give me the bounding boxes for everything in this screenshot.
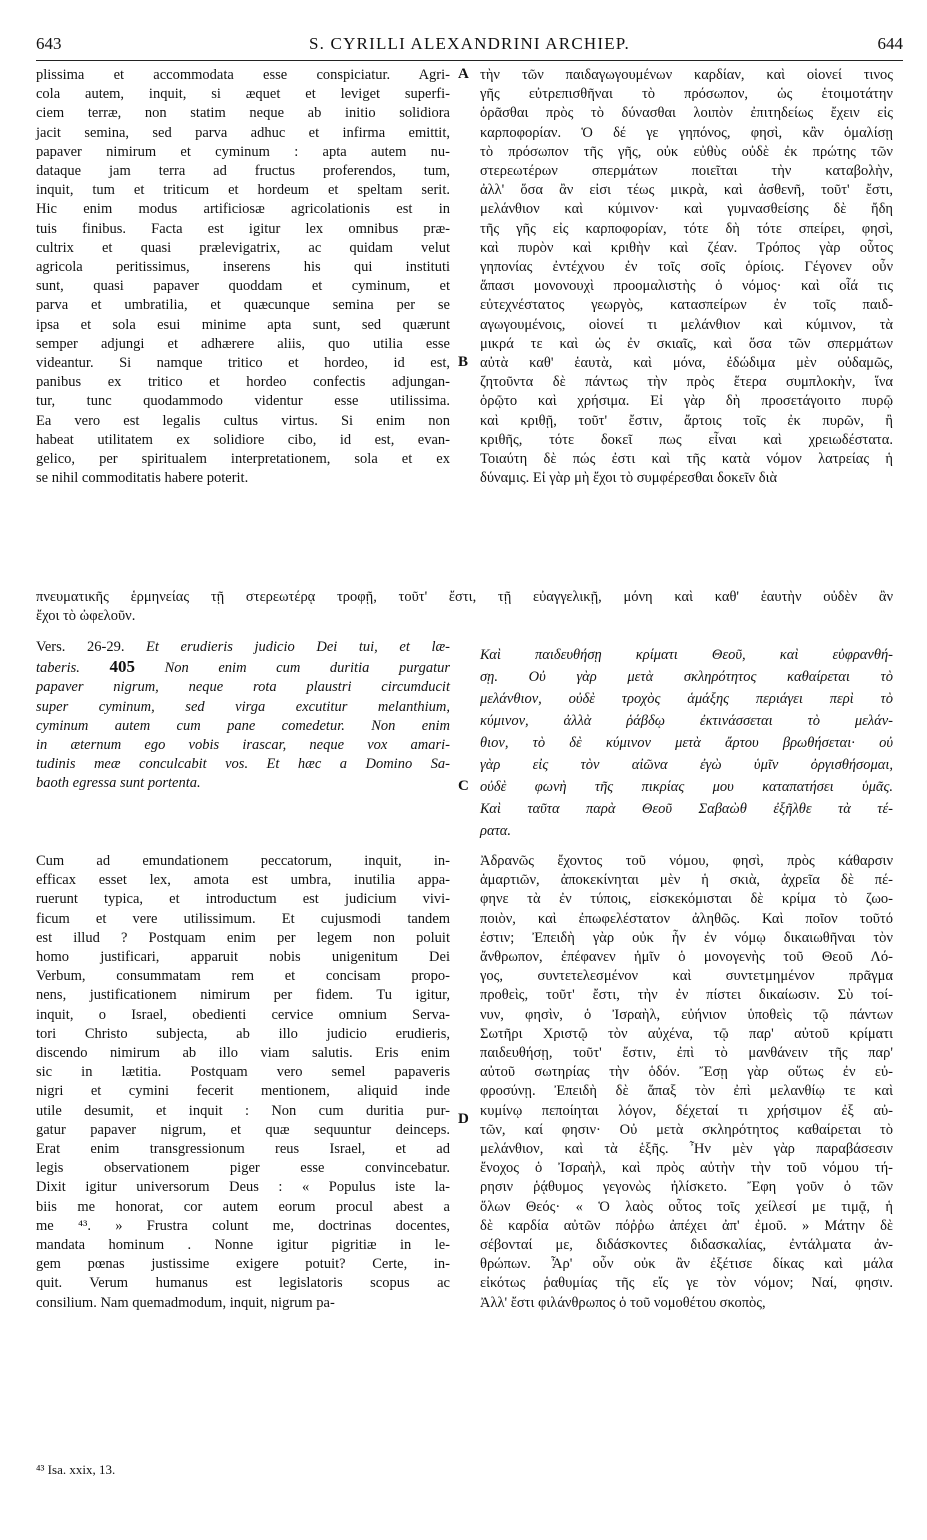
margin-marker-b: B — [458, 354, 469, 370]
latin-line: cultrix et quasi prælevigatrix, ac quidam velut — [36, 239, 450, 256]
verse-latin-line: baoth egressa sunt portenta. — [36, 775, 201, 792]
latin-line: Erat enim transgressionum reus Israel, et ad — [36, 1141, 450, 1158]
latin-line: Ea vero est legalis cultus virtus. Si enim non — [36, 412, 450, 429]
latin-line: gelico, per spiritualem interpretationem, sola et ex — [36, 451, 450, 468]
header-rule — [36, 60, 903, 61]
latin-line: gatur papaver nigrum, et quæ sequuntur deinceps. — [36, 1121, 450, 1138]
greek-line: δὲ καρδία αὐτῶν πόῤῥω ἀπέχει ἀπ' ἐμοῦ. » Μάτην δὲ — [480, 1217, 893, 1234]
running-title: S. CYRILLI ALEXANDRINI ARCHIEP. — [308, 34, 630, 53]
greek-line: αὐτὰ καθ' ἑαυτὰ, καὶ μόνα, ἐδώδιμα μὲν οὐδαμῶς, — [480, 355, 893, 372]
greek-line: γῆς εὐτρεπισθῆναι τὸ πρόσωπον, ὡς ἑτοιμοτάτην — [480, 86, 893, 103]
latin-line: mandata hominum . Nonne igitur pigritiæ in le- — [36, 1237, 450, 1254]
greek-line: Ἀδρανῶς ἔχοντος τοῦ νόμου, φησὶ, πρὸς κάθαρσιν — [480, 853, 893, 869]
verse-greek-line: μελάνθιον, οὐδὲ τροχὸς ἁμάξης περιάγει περὶ τὸ — [480, 691, 893, 707]
verse-greek-line: κύμινον, ἀλλὰ ῥάβδῳ ἐκτινάσσεται τὸ μελάν- — [480, 713, 893, 729]
greek-line: Τοιαύτη δὲ πώς ἐστι καὶ τῆς κατὰ νόμον λατρείας ἡ — [480, 451, 893, 468]
verse-greek-line: σῃ. Οὐ γὰρ μετὰ σκληρότητος καθαίρεται τὸ — [480, 669, 893, 685]
greek-column-block-1 — [480, 66, 893, 488]
greek-line: Σωτῆρι Χριστῷ τὸν αὐχένα, τῷ παρ' αὐτοῦ κρίματι — [480, 1025, 893, 1042]
greek-line: ποιὸν, καὶ ἐπωφελέστατον ἀληθῶς. Καὶ ποῖον τοῦτό — [480, 910, 893, 927]
verse-greek-line: Καὶ ταῦτα παρὰ Θεοῦ Σαβαὼθ ἐξῆλθε τὰ τέ- — [480, 801, 893, 817]
greek-line: ἄνθρωπον, ἐπέφανεν ἡμῖν ὁ μονογενὴς τοῦ Θεοῦ Λό- — [480, 949, 893, 966]
greek-line: παιδευθήσῃ, τοῦτ' ἔστιν, ἐπὶ τὸ μανθάνειν τῆς παρ' — [480, 1045, 893, 1062]
verse-greek-line: θιον, τὸ δὲ κύμινον μετὰ ἄρτου βρωθήσεται· οὐ — [480, 735, 893, 751]
footnote: ⁴³ Isa. xxix, 13. — [36, 1462, 116, 1477]
latin-line: jacit semina, sed parva adhuc et infirma emittit, — [36, 124, 450, 141]
greek-line: ὅλων Θεός· « Ὁ λαὸς οὗτος τοῖς χείλεσί με τιμᾷ, ἡ — [480, 1198, 893, 1215]
latin-column-block-1 — [36, 66, 450, 488]
latin-line: Dixit igitur universorum Deus : « Populus iste la- — [36, 1179, 450, 1196]
greek-line: στερεωτέρων σπερμάτων ποιεῖται τὴν καταβολὴν, — [480, 163, 893, 180]
latin-line: homo justificari, apparuit nobis unigenitum Dei — [36, 949, 450, 966]
greek-line: μικρά τε καὶ ὡς ἐν σκιαῖς, καὶ ὅσα τῶν σπερμάτων — [480, 335, 893, 352]
greek-line: καρποφορίαν. Ὁ δέ γε γηπόνος, φησὶ, κἂν ὁμαλίσῃ — [480, 124, 893, 141]
greek-line: ρησιν ῥᾴθυμος γεγονὼς ἠλίσκετο. Ἔφη γοῦν ὁ τῶν — [480, 1179, 893, 1196]
edition-page-number: 405 — [109, 657, 135, 677]
latin-line: inquit, o Israel, obedienti cervice omnium Serva- — [36, 1006, 450, 1023]
greek-line: κυμίνῳ πεποίηται λόγον, δέχεταί τι χρήσιμον ἐξ αὐ- — [480, 1102, 893, 1119]
latin-line: inquit, tum et triticum et hordeum et speltam serit. — [36, 182, 450, 199]
verse-greek-line: οὐδὲ φωνὴ τῆς πικρίας μου καταπατήσει ὑμᾶς. — [480, 779, 893, 795]
greek-line: τῶν, καί φησιν· Οὐ μετὰ σκληρότητος καθαίρεται τὸ — [480, 1121, 893, 1138]
latin-line: cola autem, inquit, si æquet et leviget superfi- — [36, 86, 450, 103]
verse-latin-text: Non enim cum duritia purgatur — [135, 660, 450, 677]
margin-marker-d: D — [458, 1111, 469, 1127]
verse-latin-text: taberis. — [36, 660, 110, 677]
full-width-line: πνευματικῆς ἑρμηνείας τῇ στερεωτέρᾳ τροφῇ, τοῦτ' ἔστι, τῇ εὐαγγελικῇ, μόνη καὶ καθ' ἑαυτὴν οὐδὲν ἂν — [36, 589, 893, 605]
verse-greek-line: ρατα. — [480, 823, 511, 839]
verse-latin — [36, 638, 450, 794]
latin-line: Cum ad emundationem peccatorum, inquit, in- — [36, 853, 450, 869]
latin-line: papaver nimirum et cyminum : apta autem nu- — [36, 143, 450, 160]
latin-line: Hic enim modus artificiosæ agricolationis est in — [36, 201, 450, 218]
latin-line: parva et umbratilia, et quæcunque semina per se — [36, 297, 450, 314]
latin-line: quit. Verum humanus est legislatoris scopus ac — [36, 1275, 450, 1292]
left-page-number: 643 — [36, 34, 62, 53]
latin-line: consilium. Nam quemadmodum, inquit, nigrum pa- — [36, 1294, 335, 1311]
full-width-line: ἔχοι τὸ ὠφελοῦν. — [36, 608, 136, 625]
greek-line: τῆς γῆς εἰς καρποφορίαν, τότε δὴ τότε σπείρει, φησὶ, — [480, 220, 893, 237]
latin-line: plissima et accommodata esse conspiciatur. Agri- — [36, 67, 450, 83]
margin-marker-a: A — [458, 66, 469, 82]
greek-line: αὐτοῦ σωτηρίας τὴν ὁδόν. Ἔσῃ γὰρ οὕτως ἐν εὐ- — [480, 1064, 893, 1081]
greek-line: Ἀλλ' ἔστι φιλάνθρωπος ὁ τοῦ νομοθέτου σκοπὸς, — [480, 1294, 766, 1311]
verse-latin-line: papaver nigrum, neque rota plaustri circumducit — [36, 679, 450, 696]
verse-latin-line: tudinis meæ conculcabit vos. Et hæc a Domino Sa- — [36, 756, 450, 773]
latin-line: videantur. Si namque tritico et hordeo, id est, — [36, 355, 450, 372]
verse-latin-line: cyminum autem cum pane comedetur. Non enim — [36, 717, 450, 734]
greek-line: φροσύνῃ. Ἐπειδὴ δὲ ἅπαξ τὸν ἐπὶ μελανθίῳ τε καὶ — [480, 1083, 893, 1100]
latin-line: gem pœnas justissime exigere potuit? Certe, in- — [36, 1256, 450, 1273]
page-header — [36, 34, 903, 58]
verse-latin-line — [36, 638, 450, 657]
latin-line: semper adjungi et adhærere aliis, quo utilia esse — [36, 335, 450, 352]
greek-line: τὸ πρόσωπον τῆς γῆς, οὐκ εὐθὺς οὐδὲ ἐκ πρώτης τῶν — [480, 143, 893, 160]
latin-line: me ⁴³. » Frustra colunt me, doctrinas docentes, — [36, 1217, 450, 1234]
latin-line: efficax esset lex, amota est umbra, inutilia appa- — [36, 872, 450, 889]
greek-line: ἅπασι μονονουχὶ προομαλιστὴς ὁ νόμος· καὶ οἷά τις — [480, 278, 893, 295]
greek-column-block-2 — [480, 852, 893, 1313]
latin-line: ciem terræ, non statim neque ab initio solidiora — [36, 105, 450, 122]
latin-line: panibus ex tritico et hordeo confectis adjungan- — [36, 374, 450, 391]
latin-line: tuis finibus. Facta est igitur lex omnibus præ- — [36, 220, 450, 237]
greek-line: θρώπων. Ἆρ' οὖν οὐκ ἂν ἐξέτισε δίκας καὶ μάλα — [480, 1256, 893, 1273]
greek-line: σέβονταί με, διδάσκοντες διδασκαλίας, ἐντάλματα ἀν- — [480, 1237, 893, 1254]
verse-label: Vers. 26-29. — [36, 639, 125, 655]
greek-line: αγωγουμένοις, οἱονεί τι μελάνθιον καὶ κύμινον, τὰ — [480, 316, 893, 333]
greek-line: γος, συντετελεσμένον καὶ συντετμημένον πρᾶγμα — [480, 968, 893, 985]
latin-line: dataque jam terra ad fructus proferendos, tum, — [36, 163, 450, 180]
verse-greek — [480, 644, 893, 842]
verse-greek-line: γὰρ εἰς τὸν αἰῶνα ἐγὼ ὑμῖν ὀργισθήσομαι, — [480, 757, 893, 773]
greek-line: μελάνθιον καὶ κύμινον· καὶ γυμνασθείσης δὲ ἤδη — [480, 201, 893, 218]
greek-line: εὐτεχνέστατος γεωργὸς, κατασπείρων ἐν τοῖς παιδ- — [480, 297, 893, 314]
latin-line: nens, justificationem nimirum per fidem. Tu igitur, — [36, 987, 450, 1004]
greek-line: φηνε τὰ ἐν τύποις, εἰσκεκόμισται δὲ κρίμα τὸ ζωο- — [480, 891, 893, 908]
greek-line: ἐστιν; Ἐπειδὴ γὰρ οὐκ ἦν ἐν νόμῳ δικαιωθῆναι τὸν — [480, 929, 893, 946]
greek-line: καὶ κριθῇ, τοῦτ' ἔστιν, ἄρτοις τοῖς ἐκ πυρῶν, ἢ — [480, 412, 893, 429]
latin-line: legis observationem piger esse convincebatur. — [36, 1160, 450, 1177]
greek-line: τὴν τῶν παιδαγωγουμένων καρδίαν, καὶ οἱονεί τινος — [480, 67, 893, 83]
latin-line: sic in lætitia. Postquam vero semel papaveris — [36, 1064, 450, 1081]
greek-line: ὁρᾶσθαι πρὸς τὸ δύνασθαι λοιπὸν ἐπιτηδείως ἔχειν εἰς — [480, 105, 893, 122]
latin-line: tur, tunc quodammodo videntur esse utilissima. — [36, 393, 450, 410]
latin-line: biis me honorat, cor autem eorum procul abest a — [36, 1198, 450, 1215]
latin-line: agricola peritissimus, inserens his qui instituti — [36, 259, 450, 276]
full-width-greek-continuation — [36, 588, 893, 626]
latin-line: sunt, quasi papaver quoddam et cyminum, et — [36, 278, 450, 295]
latin-column-block-2 — [36, 852, 450, 1313]
verse-latin-line — [36, 657, 450, 678]
greek-line: ἔνοχος ὁ Ἰσραὴλ, καὶ πρὸς αὐτὴν τὴν τοῦ νόμου τή- — [480, 1160, 893, 1177]
latin-line: discendo nimirum ab illo viam salutis. Eris enim — [36, 1045, 450, 1062]
greek-line: γηπονίας ἐντέχνου ἐν τοῖς σοῖς ὁρίοις. Γέγονεν οὖν — [480, 259, 893, 276]
latin-line: Verbum, consummatam rem et concisam propo- — [36, 968, 450, 985]
latin-line: utile desumit, et inquit : Non cum duritia pur- — [36, 1102, 450, 1119]
latin-line: tori Christo subjecta, ab illo judicio erudieris, — [36, 1025, 450, 1042]
greek-line: νυν, φησὶν, ὁ Ἰσραὴλ, εὐήνιον ὑποθεὶς τῷ πάντων — [480, 1006, 893, 1023]
greek-line: δύναμις. Εἰ γὰρ μὴ ἔχοι τὸ συμφέρεσθαι δοκεῖν διὰ — [480, 470, 778, 487]
greek-line: μελάνθιον, καὶ τὰ ἑξῆς. Ἦν μὲν γὰρ παραβάσεσιν — [480, 1141, 893, 1158]
greek-line: κριθῆς, τότε δοκεῖ πως εἶναι καὶ χρειωδέστατα. — [480, 431, 893, 448]
greek-line: ἀλλ' ὅσα ἂν εἰσι τέως μικρὰ, καὶ ἀσθενῆ, τοῦτ' ἔστι, — [480, 182, 893, 199]
greek-line: προθεὶς, τοῦτ' ἔστι, τὴν ἐν πίστει δικαίωσιν. Σὺ τοί- — [480, 987, 893, 1004]
latin-line: se nihil commoditatis habere poterit. — [36, 470, 249, 487]
latin-line: est illud ? Postquam enim per legem non poluit — [36, 929, 450, 946]
greek-line: ζητοῦντα δὲ πάντως τὴν πρὸς ἕτερα συμπλοκὴν, ἵνα — [480, 374, 893, 391]
verse-latin-text: Et erudieris judicio Dei tui, et læ- — [124, 639, 450, 655]
latin-line: ficum et vere utilissimum. Et cujusmodi tandem — [36, 910, 450, 927]
verse-latin-line: super cyminum, sed virga excutitur melanthium, — [36, 698, 450, 715]
greek-line: εἰκότως ῥαθυμίας τῆς εἴς γε τὸν νόμον; Ναί, φησιν. — [480, 1275, 893, 1292]
greek-line: ὁρῷτο καὶ χρήσιμα. Εἰ γὰρ δὴ προσετάγοιτο πυρῷ — [480, 393, 893, 410]
greek-line: ἁμαρτιῶν, ἀποκεκίνηται μὲν ἡ σκιὰ, ἀχρεῖα δὲ πέ- — [480, 872, 893, 889]
margin-marker-c: C — [458, 778, 469, 794]
latin-line: nigri et cymini fecerit mentionem, aliquid inde — [36, 1083, 450, 1100]
latin-line: habeat utilitatem ex solidiore cibo, id est, evan- — [36, 431, 450, 448]
verse-greek-line: Καὶ παιδευθήσῃ κρίματι Θεοῦ, καὶ εὐφρανθή- — [480, 647, 893, 663]
latin-line: ruerunt typica, et introductum est judicium vivi- — [36, 891, 450, 908]
greek-line: καὶ πυρὸν καὶ κριθὴν καὶ ζέαν. Τρόπος γὰρ οὗτος — [480, 239, 893, 256]
right-page-number: 644 — [877, 34, 903, 53]
latin-line: ipsa et sola esui minime apta sunt, sed quærunt — [36, 316, 450, 333]
verse-latin-line: in æternum ego vobis irascar, neque vox amari- — [36, 737, 450, 754]
